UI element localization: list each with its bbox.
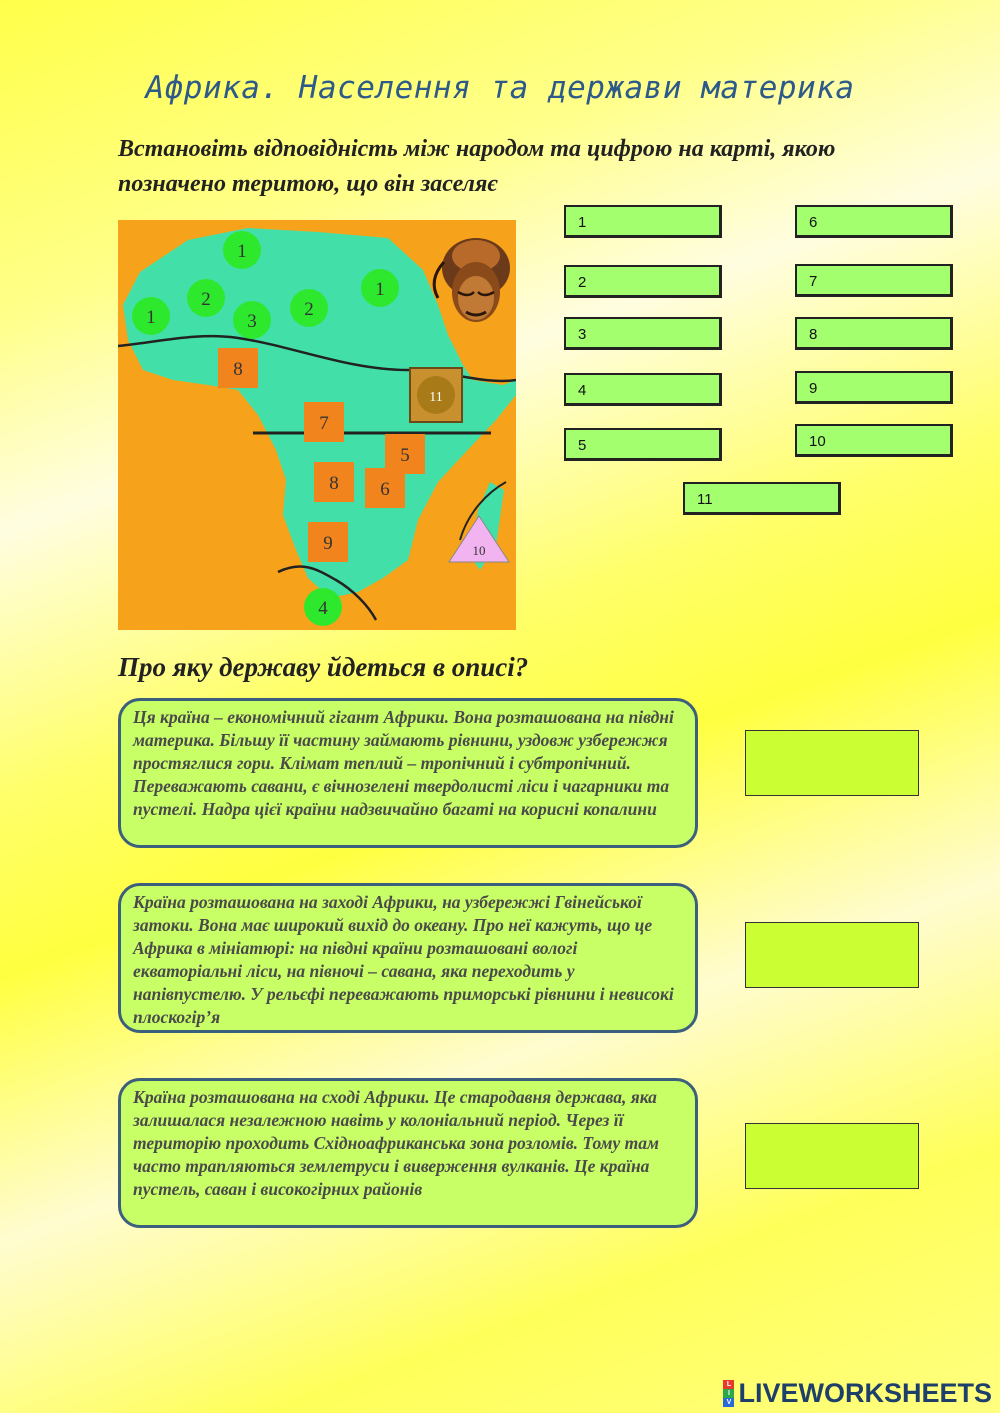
answer-box-3[interactable]: 3 — [564, 317, 722, 350]
orange-marker — [314, 462, 354, 502]
green-marker — [290, 289, 328, 327]
green-marker — [233, 301, 271, 339]
svg-text:4: 4 — [318, 598, 328, 619]
answer-box-6[interactable]: 6 — [795, 205, 953, 238]
svg-text:10: 10 — [472, 543, 486, 558]
country-answer-box-1[interactable] — [745, 730, 919, 796]
green-marker — [223, 231, 261, 269]
svg-text:1: 1 — [237, 241, 247, 262]
orange-marker — [308, 522, 348, 562]
orange-marker — [304, 402, 344, 442]
country-question: Про яку державу йдеться в описі? — [118, 652, 529, 682]
orange-marker — [218, 348, 258, 388]
svg-text:2: 2 — [201, 289, 211, 310]
brown-marker — [410, 368, 462, 422]
svg-text:8: 8 — [329, 473, 339, 494]
country-answer-box-2[interactable] — [745, 922, 919, 988]
answer-box-5[interactable]: 5 — [564, 428, 722, 461]
logo-squares-icon: L I V — [723, 1380, 734, 1407]
svg-text:11: 11 — [429, 390, 443, 405]
answer-box-4[interactable]: 4 — [564, 373, 722, 406]
answer-box-8[interactable]: 8 — [795, 317, 953, 350]
matching-instruction: Встановіть відповідність між народом та цифрою на карті, якою позначено теритою, що він заселяє — [118, 136, 836, 197]
green-marker — [132, 297, 170, 335]
svg-text:8: 8 — [233, 359, 243, 380]
svg-text:1: 1 — [146, 307, 156, 328]
logo-text: LIVEWORKSHEETS — [738, 1377, 992, 1408]
description-box-2: Країна розташована на заході Африки, на узбережжі Гвінейської затоки. Вона має широкий вихід до океану. Про неї кажуть, що це Африка в мініатюрі: на півдні країни розташовані вологі екваторіальні ліси, на півночі – савана, яка переходить у напівпустелю. У рельєфі переважають приморські рівнини і невисокі плоскогір’я — [118, 883, 698, 1033]
green-marker — [361, 269, 399, 307]
svg-text:3: 3 — [247, 311, 257, 332]
orange-marker — [365, 468, 405, 508]
page-title: Африка. Населення та держави материка — [145, 70, 855, 106]
svg-text:9: 9 — [323, 533, 333, 554]
africa-map — [118, 220, 516, 630]
green-marker — [187, 279, 225, 317]
description-box-3: Країна розташована на сході Африки. Це стародавня держава, яка залишалася незалежною навіть у колоніальний період. Через її територію проходить Східноафриканська зона розломів. Тому там часто трапляються землетруси і виверження вулканів. Це країна пустель, саван і високогірних районів — [118, 1078, 698, 1228]
answer-box-9[interactable]: 9 — [795, 371, 953, 404]
country-answer-box-3[interactable] — [745, 1123, 919, 1189]
description-box-1: Ця країна – економічний гігант Африки. Вона розташована на півдні материка. Більшу її частину займають рівнини, уздовж узбережжя простяглися гори. Клімат теплий – тропічний і субтропічний. Переважають савани, є вічнозелені твердолисті ліси і чагарники та пустелі. Надра цієї країни надзвичайно багаті на корисні копалини — [118, 698, 698, 848]
answer-box-11[interactable]: 11 — [683, 482, 841, 515]
svg-text:7: 7 — [319, 413, 329, 434]
answer-box-2[interactable]: 2 — [564, 265, 722, 298]
svg-text:5: 5 — [400, 445, 410, 466]
svg-text:6: 6 — [380, 479, 390, 500]
answer-box-1[interactable]: 1 — [564, 205, 722, 238]
answer-box-7[interactable]: 7 — [795, 264, 953, 297]
liveworksheets-logo — [723, 1377, 992, 1409]
svg-text:1: 1 — [375, 279, 385, 300]
green-marker — [304, 588, 342, 626]
answer-box-10[interactable]: 10 — [795, 424, 953, 457]
svg-text:2: 2 — [304, 299, 314, 320]
